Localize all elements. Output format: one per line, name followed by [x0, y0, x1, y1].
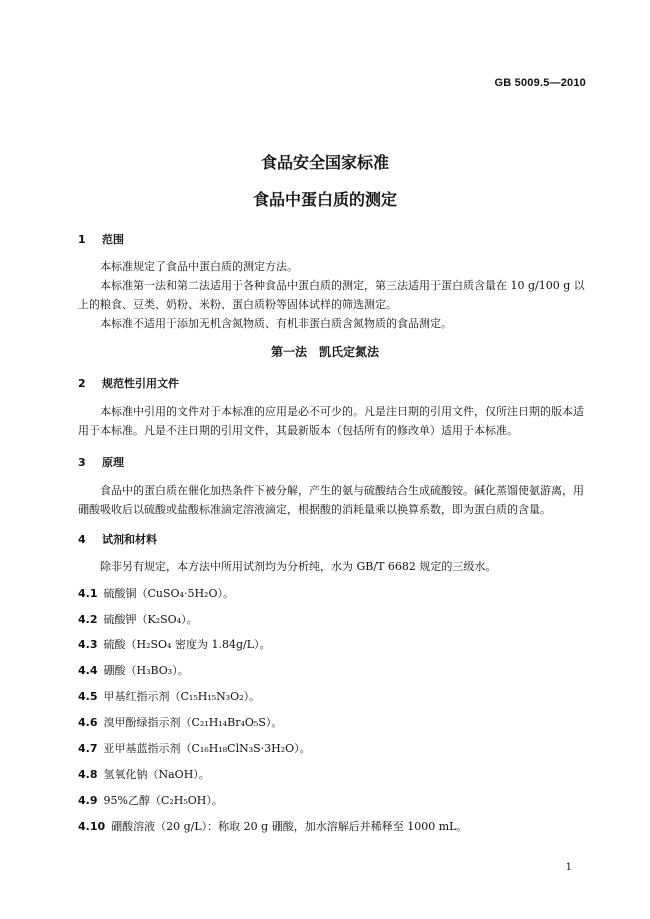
item-text: 硫酸铜（CuSO₄·5H₂O）。: [103, 587, 234, 600]
document-title-sub: 食品中蛋白质的测定: [252, 190, 397, 209]
page-number: 1: [565, 862, 572, 873]
reagent-item: [78, 688, 588, 704]
principle-paragraph: 食品中的蛋白质在催化加热条件下被分解，产生的氨与硫酸结合生成硫酸铵。碱化蒸馏使氨游离，用硼酸吸收后以硫酸或盐酸标准滴定溶液滴定，根据酸的消耗量乘以换算系数，即为蛋白质的含量。: [78, 484, 584, 516]
reagent-item: [78, 740, 588, 756]
item-number: 4.1: [78, 587, 98, 600]
reagents-paragraph: 除非另有规定，本方法中所用试剂均为分析纯，水为 GB/T 6682 规定的三级水。: [100, 560, 497, 573]
section-number: 1: [78, 233, 86, 246]
item-number: 4.6: [78, 716, 98, 729]
section-heading-principle: [78, 454, 124, 470]
item-number: 4.3: [78, 638, 98, 651]
section-heading-references: [78, 375, 179, 391]
item-text: 溴甲酚绿指示剂（C₂₁H₁₄Br₄O₅S）。: [103, 716, 283, 729]
item-number: 4.4: [78, 664, 98, 677]
section-title: 原理: [102, 456, 124, 469]
reagent-item: [78, 766, 588, 782]
section-number: 3: [78, 456, 86, 469]
reagent-item: [78, 714, 588, 730]
document-title-main: 食品安全国家标准: [260, 153, 389, 172]
reagent-item: [78, 662, 588, 678]
item-text: 95%乙醇（C₂H₅OH）。: [103, 794, 223, 807]
section-number: 2: [78, 377, 86, 390]
section-title: 范围: [102, 233, 124, 246]
item-number: 4.9: [78, 794, 98, 807]
item-text: 硫酸（H₂SO₄ 密度为 1.84g/L）。: [103, 638, 271, 651]
item-text: 氢氧化钠（NaOH）。: [103, 768, 210, 781]
item-number: 4.10: [78, 820, 106, 833]
item-text: 硫酸钾（K₂SO₄）。: [103, 613, 198, 626]
scope-paragraph-1: 本标准规定了食品中蛋白质的测定方法。: [100, 260, 298, 273]
section-heading-scope: [78, 231, 124, 247]
item-text: 硼酸溶液（20 g/L）：称取 20 g 硼酸，加水溶解后并稀释至 1000 mL。: [111, 820, 468, 833]
item-text: 硼酸（H₃BO₃）。: [103, 664, 189, 677]
item-text: 亚甲基蓝指示剂（C₁₆H₁₈ClN₃S·3H₂O）。: [103, 742, 311, 755]
references-paragraph: 本标准中引用的文件对于本标准的应用是必不可少的。凡是注日期的引用文件，仅所注日期的版本适用于本标准。凡是不注日期的引用文件，其最新版本（包括所有的修改单）适用于本标准。: [78, 405, 584, 437]
reagent-item: [78, 585, 588, 601]
method-title: 第一法 凯氏定氮法: [270, 345, 379, 359]
reagent-item: [78, 792, 588, 808]
section-title: 规范性引用文件: [102, 377, 179, 390]
item-number: 4.5: [78, 690, 98, 703]
item-number: 4.7: [78, 742, 98, 755]
item-number: 4.8: [78, 768, 98, 781]
section-number: 4: [78, 533, 86, 546]
item-number: 4.2: [78, 613, 98, 626]
scope-paragraph-2: 本标准第一法和第二法适用于各种食品中蛋白质的测定，第三法适用于蛋白质含量在 10 g/100 g 以上的粮食、豆类、奶粉、米粉、蛋白质粉等固体试样的筛选测定。: [78, 279, 585, 311]
section-title: 试剂和材料: [102, 533, 157, 546]
reagent-item: [78, 611, 588, 627]
reagent-item: [78, 818, 588, 834]
scope-paragraph-3: 本标准不适用于添加无机含氮物质、有机非蛋白质含氮物质的食品测定。: [100, 317, 452, 330]
item-text: 甲基红指示剂（C₁₅H₁₅N₃O₂）。: [103, 690, 261, 703]
standard-code: GB 5009.5—2010: [494, 77, 586, 89]
reagent-item: [78, 636, 588, 652]
section-heading-reagents: [78, 531, 157, 547]
